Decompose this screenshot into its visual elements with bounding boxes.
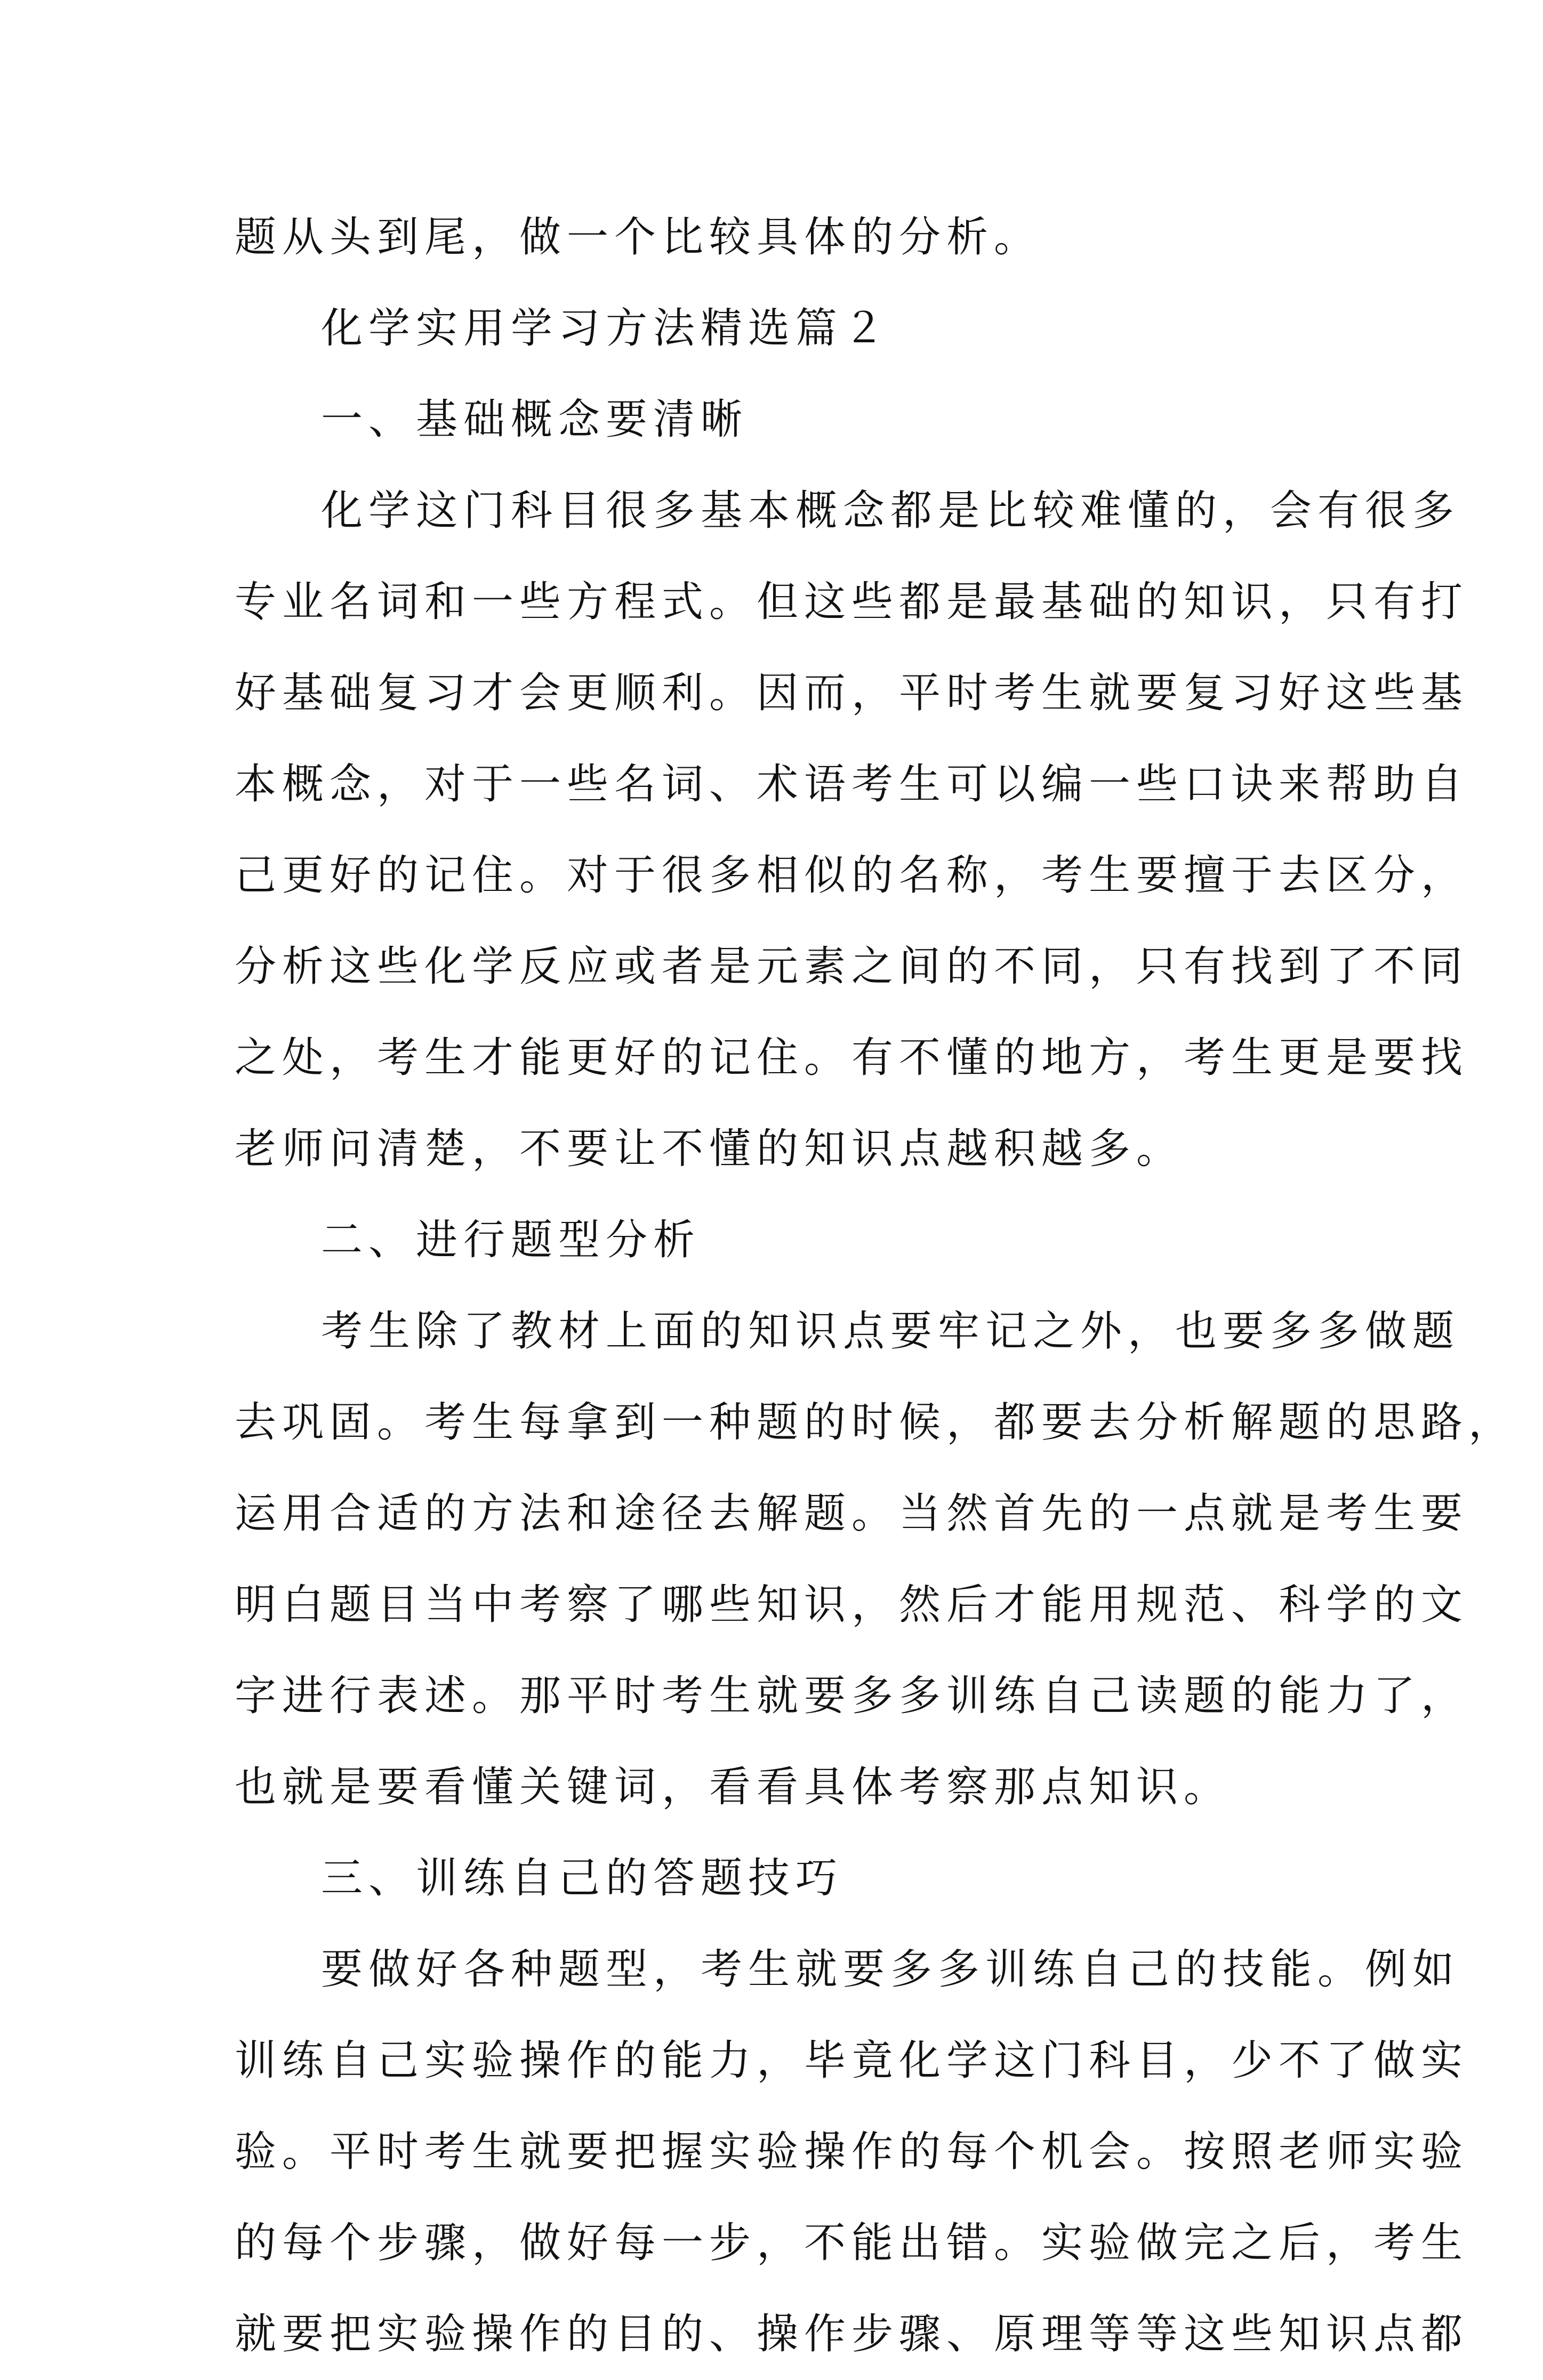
section-heading: 化学实用学习方法精选篇２: [321, 304, 891, 352]
text-line-1: 题从头到尾，做一个比较具体的分析。: [235, 213, 1042, 261]
paragraph-3-line-4: 的每个步骤，做好每一步，不能出错。实验做完之后，考生: [235, 2219, 1469, 2267]
paragraph-2-line-2: 去巩固。考生每拿到一种题的时候，都要去分析解题的思路，: [235, 1398, 1516, 1446]
paragraph-1-line-6: 分析这些化学反应或者是元素之间的不同，只有找到了不同: [235, 943, 1469, 991]
paragraph-3-line-5: 就要把实验操作的目的、操作步骤、原理等等这些知识点都: [235, 2310, 1469, 2358]
paragraph-1-line-3: 好基础复习才会更顺利。因而，平时考生就要复习好这些基: [235, 669, 1469, 717]
paragraph-3-line-2: 训练自己实验操作的能力，毕竟化学这门科目，少不了做实: [235, 2037, 1469, 2085]
paragraph-2-line-6: 也就是要看懂关键词，看看具体考察那点知识。: [235, 1763, 1232, 1811]
subheading-2: 二、进行题型分析: [321, 1216, 701, 1264]
subheading-1: 一、基础概念要清晰: [321, 396, 749, 444]
paragraph-2-line-5: 字进行表述。那平时考生就要多多训练自己读题的能力了，: [235, 1672, 1469, 1720]
paragraph-3-line-1: 要做好各种题型，考生就要多多训练自己的技能。例如: [321, 1945, 1460, 1993]
paragraph-2-line-4: 明白题目当中考察了哪些知识，然后才能用规范、科学的文: [235, 1581, 1469, 1629]
paragraph-2-line-3: 运用合适的方法和途径去解题。当然首先的一点就是考生要: [235, 1490, 1469, 1538]
paragraph-2-line-1: 考生除了教材上面的知识点要牢记之外，也要多多做题: [321, 1307, 1460, 1355]
paragraph-1-line-1: 化学这门科目很多基本概念都是比较难懂的，会有很多: [321, 487, 1460, 535]
paragraph-1-line-7: 之处，考生才能更好的记住。有不懂的地方，考生更是要找: [235, 1034, 1469, 1082]
subheading-3: 三、训练自己的答题技巧: [321, 1854, 843, 1902]
document-body: [235, 192, 1516, 2380]
paragraph-3-line-3: 验。平时考生就要把握实验操作的每个机会。按照老师实验: [235, 2128, 1469, 2176]
paragraph-1-line-2: 专业名词和一些方程式。但这些都是最基础的知识，只有打: [235, 578, 1469, 626]
paragraph-1-line-4: 本概念，对于一些名词、术语考生可以编一些口诀来帮助自: [235, 760, 1469, 808]
paragraph-1-line-8: 老师问清楚，不要让不懂的知识点越积越多。: [235, 1125, 1184, 1173]
paragraph-1-line-5: 己更好的记住。对于很多相似的名称，考生要擅于去区分，: [235, 851, 1469, 899]
